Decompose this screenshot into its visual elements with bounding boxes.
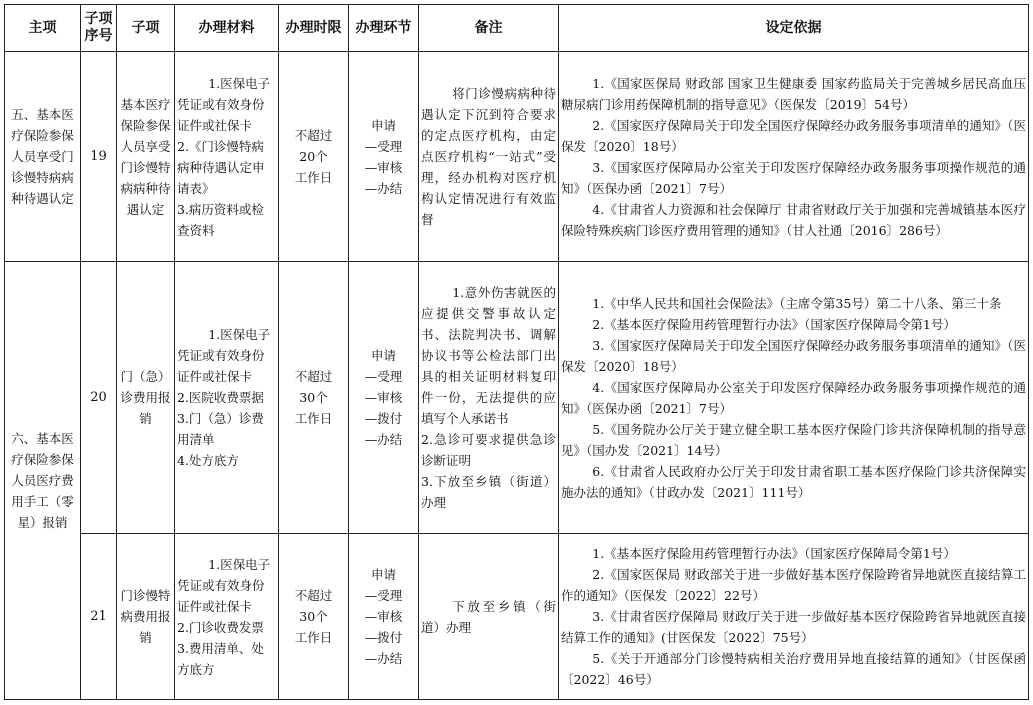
basis-item: 1.《基本医疗保险用药管理暂行办法》（国家医疗保障局令第1号） (592, 546, 956, 561)
basis-item: 6.《甘肃省人民政府办公厅关于印发甘肃省职工基本医疗保险门诊共济保障实施办法的通知》（甘政办发〔2021〕111号） (561, 463, 1026, 500)
basis-item: 2.《基本医疗保险用药管理暂行办法》（国家医疗保障局令第1号） (592, 316, 956, 332)
time-limit-cell: 不超过 30个 工作日 (279, 262, 349, 534)
header-steps: 办理环节 (349, 5, 419, 52)
steps-cell: 申请 —受理 —审核 —办结 (349, 52, 419, 262)
header-sub-item: 子项 (117, 5, 175, 52)
basis-item: 3.《国家医疗保障局办公室关于印发医疗保障经办政务服务事项操作规范的通知》（医保办函〔2021〕7号） (561, 159, 1026, 196)
basis-item: 5.《国务院办公厅关于建立健全职工基本医疗保险门诊共济保障机制的指导意见》（国办发〔2021〕14号） (561, 421, 1026, 458)
header-time-limit: 办理时限 (279, 5, 349, 52)
remarks-cell: 将门诊慢病病种待遇认定下沉到符合要求的定点医疗机构，由定点医疗机构“一站式”受理，经办机构对医疗机构认定情况进行有效监督 (419, 52, 559, 262)
time-limit-cell: 不超过 30个 工作日 (279, 534, 349, 700)
header-row (5, 5, 1029, 52)
header-basis: 设定依据 (559, 5, 1029, 52)
service-items-table (4, 4, 1029, 700)
basis-item: 3.《国家医疗保障局关于印发全国医疗保障经办政务服务事项清单的通知》（医保发〔2020〕18号） (561, 337, 1026, 374)
basis-item: 3.《甘肃省医疗保障局 财政厅关于进一步做好基本医疗保险跨省异地就医直接结算工作的通知》(甘医保发〔2022〕75号） (561, 609, 1026, 645)
sub-item-cell: 门诊慢特病费用报销 (117, 534, 175, 700)
remarks-cell: 下放至乡镇（街道）办理 (419, 534, 559, 700)
table-row (5, 534, 1029, 700)
sub-item-cell: 基本医疗保险参保人员享受门诊慢特病病种待遇认定 (117, 52, 175, 262)
header-main-item: 主项 (5, 5, 81, 52)
steps-cell: 申请 —受理 —审核 —拨付 —办结 (349, 262, 419, 534)
materials-cell: 1.医保电子凭证或有效身份证件或社保卡 2.医院收费票据 3.门（急）诊费用清单 4.处方底方 (175, 262, 279, 534)
basis-cell (559, 262, 1029, 534)
basis-item: 1.《国家医保局 财政部 国家卫生健康委 国家药监局关于完善城乡居民高血压糖尿病门诊用药保障机制的指导意见》（医保发〔2019〕54号） (561, 75, 1026, 112)
remarks-cell: 1.意外伤害就医的应提供交警事故认定书、法院判决书、调解协议书等公检法部门出具的相关证明材料复印件一份，无法提供的应填写个人承诺书 2.急诊可要求提供急诊诊断证明 3.下放至乡镇（街道）办理 (419, 262, 559, 534)
table-row (5, 52, 1029, 262)
basis-item: 2.《国家医疗保障局关于印发全国医疗保障经办政务服务事项清单的通知》（医保发〔2020〕18号） (561, 117, 1026, 154)
seq-cell: 19 (81, 52, 117, 262)
sub-item-cell: 门（急）诊费用报销 (117, 262, 175, 534)
time-limit-cell: 不超过 20个 工作日 (279, 52, 349, 262)
seq-cell: 21 (81, 534, 117, 700)
table-row (5, 262, 1029, 534)
seq-cell: 20 (81, 262, 117, 534)
basis-cell (559, 52, 1029, 262)
basis-item: 1.《中华人民共和国社会保险法》（主席令第35号）第二十八条、第三十条 (592, 295, 1002, 311)
main-item-cell: 五、基本医疗保险参保人员享受门诊慢特病病种待遇认定 (5, 52, 81, 262)
header-materials: 办理材料 (175, 5, 279, 52)
basis-item: 4.《甘肃省人力资源和社会保障厅 甘肃省财政厅关于加强和完善城镇基本医疗保险特殊疾病门诊医疗费用管理的通知》（甘人社通〔2016〕286号） (561, 201, 1026, 238)
main-item-cell: 六、基本医疗保险参保人员医疗费用手工（零星）报销 (5, 262, 81, 700)
basis-item: 4.《国家医疗保障局办公室关于印发医疗保障经办政务服务事项操作规范的通知》（医保办函〔2021〕7号） (561, 379, 1026, 416)
header-sub-seq: 子项 序号 (81, 5, 117, 52)
steps-cell: 申请 —受理 —审核 —拨付 —办结 (349, 534, 419, 700)
materials-cell: 1.医保电子凭证或有效身份证件或社保卡 2.《门诊慢特病病种待遇认定申请表》 3.病历资料或检查资料 (175, 52, 279, 262)
basis-item: 2.《国家医保局 财政部关于进一步做好基本医疗保险跨省异地就医直接结算工作的通知》（医保发〔2022〕22号） (561, 567, 1026, 603)
basis-item: 5.《关于开通部分门诊慢特病相关治疗费用异地直接结算的通知》（甘医保函〔2022〕46号） (561, 651, 1026, 687)
materials-cell: 1.医保电子凭证或有效身份证件或社保卡 2.门诊收费发票 3.费用清单、处方底方 (175, 534, 279, 700)
header-remarks: 备注 (419, 5, 559, 52)
basis-cell (559, 534, 1029, 700)
